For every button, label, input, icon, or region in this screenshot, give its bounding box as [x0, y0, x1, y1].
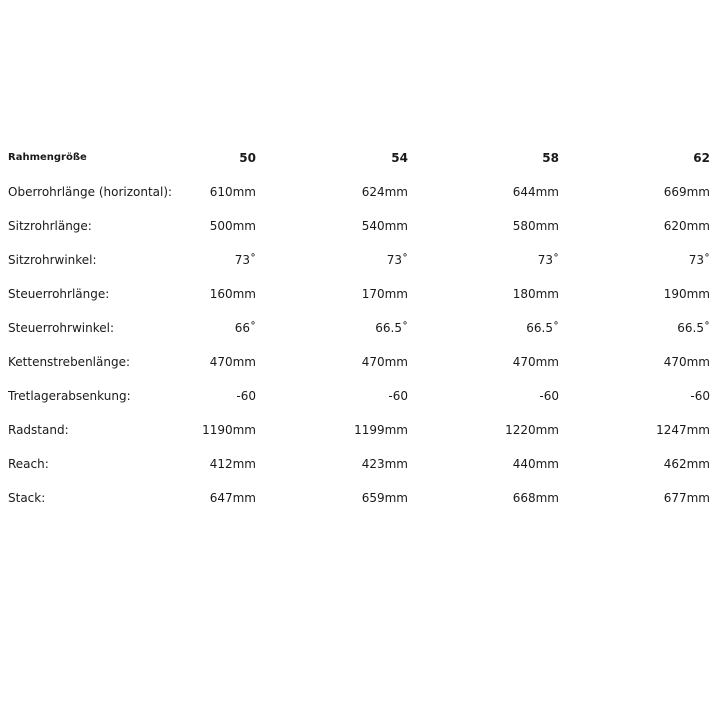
row-value: 170mm	[361, 287, 408, 301]
row-value: 610mm	[209, 185, 256, 199]
row-label: Stack:	[8, 491, 46, 505]
row-value: 1220mm	[505, 423, 559, 437]
table-row	[8, 386, 712, 420]
row-label: Reach:	[8, 457, 49, 471]
row-value: -60	[388, 389, 408, 403]
row-value: -60	[539, 389, 559, 403]
table-row	[8, 454, 712, 488]
row-value: 73˚	[386, 253, 408, 267]
row-label: Steuerrohrlänge:	[8, 287, 110, 301]
size-62-header: 62	[693, 151, 710, 165]
table-header-row	[8, 148, 712, 182]
table-row	[8, 352, 712, 386]
row-label: Radstand:	[8, 423, 69, 437]
row-value: 66.5˚	[526, 321, 559, 335]
row-value: 73˚	[234, 253, 256, 267]
row-value: 1247mm	[656, 423, 710, 437]
row-value: 624mm	[361, 185, 408, 199]
row-value: 160mm	[209, 287, 256, 301]
table-row	[8, 488, 712, 522]
row-value: 180mm	[512, 287, 559, 301]
row-value: 644mm	[512, 185, 559, 199]
table-row	[8, 182, 712, 216]
row-value: 668mm	[512, 491, 559, 505]
row-value: -60	[690, 389, 710, 403]
size-50-header: 50	[239, 151, 256, 165]
row-value: 470mm	[512, 355, 559, 369]
table-row	[8, 250, 712, 284]
table-row	[8, 420, 712, 454]
row-value: 669mm	[663, 185, 710, 199]
frame-size-header: Rahmengröße	[8, 152, 87, 163]
row-value: -60	[236, 389, 256, 403]
table-row	[8, 216, 712, 250]
row-value: 659mm	[361, 491, 408, 505]
row-label: Tretlagerabsenkung:	[8, 389, 131, 403]
row-value: 500mm	[209, 219, 256, 233]
row-value: 462mm	[663, 457, 710, 471]
table-row	[8, 284, 712, 318]
row-value: 1190mm	[202, 423, 256, 437]
geometry-table	[8, 148, 712, 522]
row-value: 470mm	[361, 355, 408, 369]
size-54-header: 54	[391, 151, 408, 165]
row-value: 580mm	[512, 219, 559, 233]
size-58-header: 58	[542, 151, 559, 165]
table-row	[8, 318, 712, 352]
row-label: Steuerrohrwinkel:	[8, 321, 115, 335]
row-value: 540mm	[361, 219, 408, 233]
row-label: Kettenstrebenlänge:	[8, 355, 131, 369]
row-value: 470mm	[209, 355, 256, 369]
row-label: Sitzrohrlänge:	[8, 219, 92, 233]
row-label: Oberrohrlänge (horizontal):	[8, 185, 173, 199]
row-value: 677mm	[663, 491, 710, 505]
row-value: 73˚	[688, 253, 710, 267]
row-value: 190mm	[663, 287, 710, 301]
row-value: 440mm	[512, 457, 559, 471]
row-value: 423mm	[361, 457, 408, 471]
row-label: Sitzrohrwinkel:	[8, 253, 97, 267]
row-value: 470mm	[663, 355, 710, 369]
row-value: 647mm	[209, 491, 256, 505]
row-value: 620mm	[663, 219, 710, 233]
row-value: 412mm	[209, 457, 256, 471]
row-value: 73˚	[537, 253, 559, 267]
row-value: 66.5˚	[677, 321, 710, 335]
row-value: 1199mm	[354, 423, 408, 437]
row-value: 66.5˚	[375, 321, 408, 335]
row-value: 66˚	[234, 321, 256, 335]
